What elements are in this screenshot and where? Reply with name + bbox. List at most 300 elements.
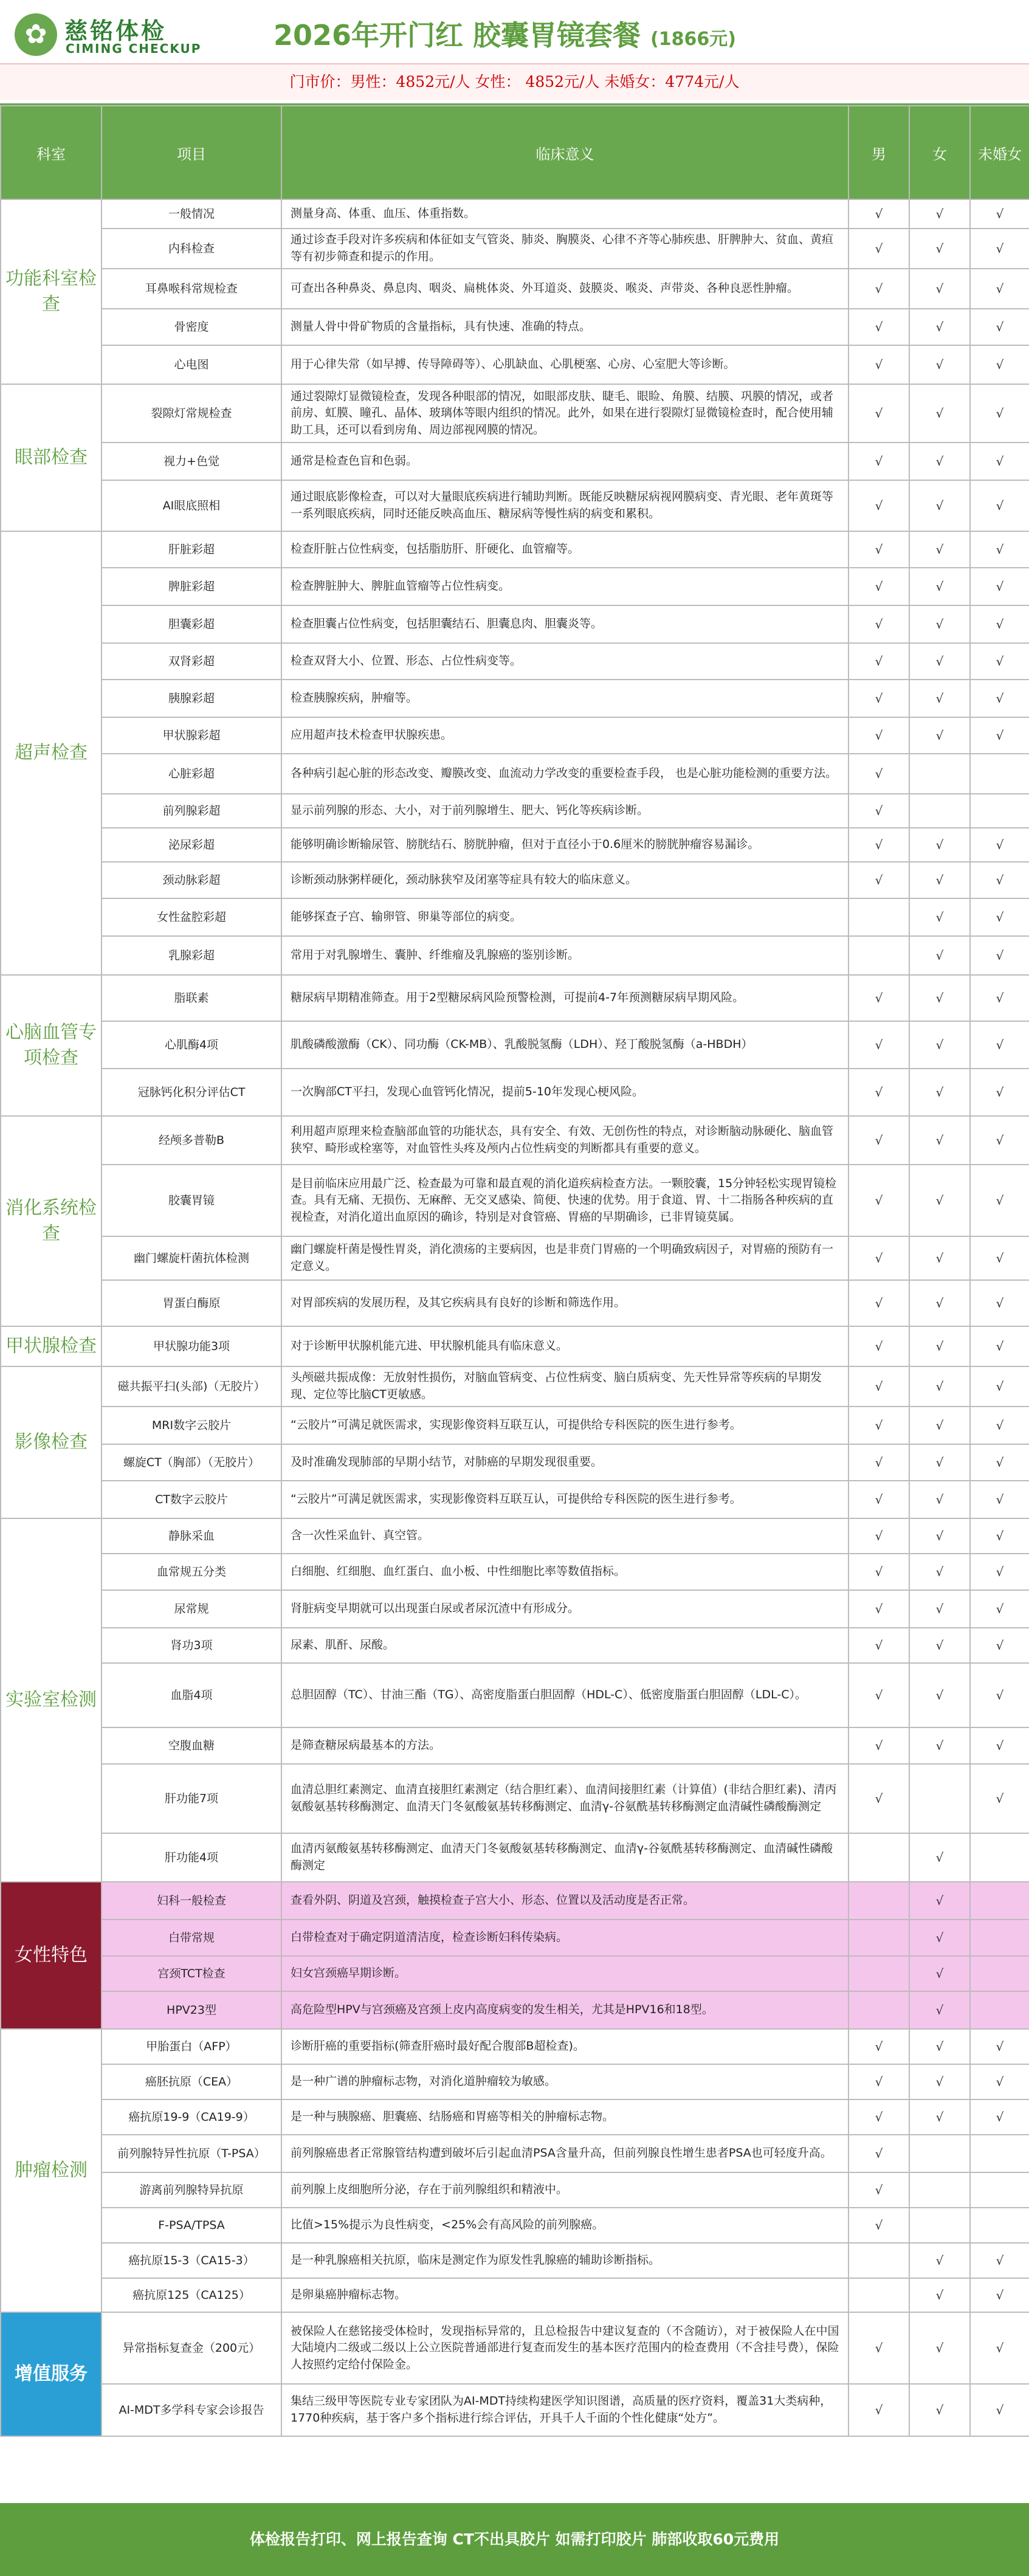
check-cell-m: √ [848,754,909,794]
desc-cell: 对胃部疾病的发展历程，及其它疾病具有良好的诊断和筛选作用。 [281,1280,848,1326]
check-cell-m: √ [848,2312,909,2384]
check-cell-u: √ [970,1518,1029,1554]
item-cell: 空腹血糖 [102,1727,281,1764]
check-cell-f: √ [909,1956,970,1991]
desc-cell: 肌酸磷酸激酶（CK）、同功酶（CK-MB）、乳酸脱氢酶（LDH）、羟丁酸脱氢酶（a-HBDH） [281,1021,848,1069]
desc-cell: 头颅磁共振成像：无放射性损伤，对脑血管病变、占位性病变、脑白质病变、先天性异常等疾病的早期发现、定位等比脑CT更敏感。 [281,1366,848,1407]
check-cell-m: √ [848,269,909,309]
dept-cell: 肿瘤检测 [1,2029,102,2312]
check-cell-f: √ [909,2029,970,2064]
dept-cell: 影像检查 [1,1366,102,1518]
col-desc: 临床意义 [281,106,848,199]
table-row [1,1833,1029,1882]
check-cell-u: √ [970,605,1029,643]
check-cell-f: √ [909,1554,970,1590]
check-cell-m [848,1956,909,1991]
check-cell-f [909,2135,970,2172]
item-cell: 磁共振平扫(头部)（无胶片） [102,1366,281,1407]
table-row [1,1069,1029,1116]
desc-cell: 可查出各种鼻炎、鼻息肉、咽炎、扁桃体炎、外耳道炎、鼓膜炎、喉炎、声带炎、各种良恶性肿瘤。 [281,269,848,309]
check-cell-u: √ [970,2099,1029,2135]
item-cell: 甲状腺功能3项 [102,1326,281,1366]
item-cell: 尿常规 [102,1590,281,1628]
check-cell-u: √ [970,1236,1029,1280]
desc-cell: 通过眼底影像检查，可以对大量眼底疾病进行辅助判断。既能反映糖尿病视网膜病变、青光眼、老年黄斑等一系列眼底疾病，同时还能反映高血压、糖尿病等慢性病的病变和累积。 [281,480,848,531]
check-cell-f: √ [909,2384,970,2436]
check-cell-m: √ [848,1021,909,1069]
check-cell-u: √ [970,2029,1029,2064]
check-cell-f: √ [909,680,970,717]
check-cell-m: √ [848,2384,909,2436]
check-cell-u: √ [970,2312,1029,2384]
check-cell-u: √ [970,309,1029,345]
check-cell-f: √ [909,1590,970,1628]
table-row [1,975,1029,1021]
desc-cell: 含一次性采血针、真空管。 [281,1518,848,1554]
desc-cell: 查看外阴、阴道及宫颈，触摸检查子宫大小、形态、位置以及活动度是否正常。 [281,1882,848,1920]
check-cell-u: √ [970,1590,1029,1628]
check-cell-u: √ [970,1116,1029,1165]
item-cell: 游离前列腺特异抗原 [102,2172,281,2208]
check-cell-f: √ [909,2099,970,2135]
desc-cell: 白细胞、红细胞、血红蛋白、血小板、中性细胞比率等数值指标。 [281,1554,848,1590]
package-table [0,105,1029,2437]
check-cell-f: √ [909,531,970,568]
check-cell-f [909,754,970,794]
table-row [1,1590,1029,1628]
check-cell-m: √ [848,1727,909,1764]
table-row [1,2384,1029,2436]
logo-cn: 慈铭体检 [64,18,167,44]
check-cell-u: √ [970,384,1029,443]
col-male: 男 [848,106,909,199]
check-cell-f: √ [909,480,970,531]
check-cell-f: √ [909,1021,970,1069]
check-cell-u: √ [970,1628,1029,1663]
check-cell-m: √ [848,199,909,229]
desc-cell: 测量人骨中骨矿物质的含量指标，具有快速、准确的特点。 [281,309,848,345]
item-cell: 妇科一般检查 [102,1882,281,1920]
table-row [1,1554,1029,1590]
check-cell-f: √ [909,229,970,269]
table-row [1,199,1029,229]
desc-cell: 前列腺上皮细胞所分泌，存在于前列腺组织和精液中。 [281,2172,848,2208]
item-cell: 裂隙灯常规检查 [102,384,281,443]
table-row [1,384,1029,443]
table-row [1,1326,1029,1366]
retail-price-bar: 门市价：男性：4852元/人 女性： 4852元/人 未婚女：4774元/人 [0,63,1029,100]
desc-cell: 是一种乳腺癌相关抗原，临床是测定作为原发性乳腺癌的辅助诊断指标。 [281,2243,848,2278]
check-cell-m: √ [848,1165,909,1236]
item-cell: 胶囊胃镜 [102,1165,281,1236]
table-row [1,309,1029,345]
desc-cell: 常用于对乳腺增生、囊肿、纤维瘤及乳腺癌的鉴别诊断。 [281,936,848,975]
check-cell-u [970,2208,1029,2243]
check-cell-m: √ [848,828,909,862]
check-cell-u: √ [970,531,1029,568]
table-row [1,1628,1029,1663]
check-cell-u: √ [970,717,1029,754]
desc-cell: 高危险型HPV与宫颈癌及宫颈上皮内高度病变的发生相关，尤其是HPV16和18型。 [281,1991,848,2029]
item-cell: 骨密度 [102,309,281,345]
check-cell-u [970,2135,1029,2172]
check-cell-f: √ [909,1833,970,1882]
check-cell-u [970,1882,1029,1920]
desc-cell: 用于心律失常（如早搏、传导障碍等）、心肌缺血、心肌梗塞、心房、心室肥大等诊断。 [281,345,848,384]
check-cell-m: √ [848,229,909,269]
table-row [1,2312,1029,2384]
table-row [1,862,1029,898]
dept-cell: 超声检查 [1,531,102,975]
item-cell: 静脉采血 [102,1518,281,1554]
check-cell-f: √ [909,443,970,480]
check-cell-m: √ [848,1554,909,1590]
logo-leaf-icon: ✿ [15,13,57,56]
table-row [1,229,1029,269]
desc-cell: 被保险人在慈铭接受体检时，发现指标异常的，且总检报告中建议复查的（不含随访），对于被保险人在中国大陆境内二级或二级以上公立医院普通部进行复查而发生的基本医疗范围内的检查费用（不含挂号费），保险人按照约定给付保险金。 [281,2312,848,2384]
check-cell-f: √ [909,1165,970,1236]
item-cell: 异常指标复查金（200元） [102,2312,281,2384]
table-row [1,680,1029,717]
table-row [1,754,1029,794]
item-cell: 肝功能4项 [102,1833,281,1882]
check-cell-m: √ [848,605,909,643]
check-cell-m: √ [848,1407,909,1444]
item-cell: 冠脉钙化积分评估CT [102,1069,281,1116]
check-cell-f: √ [909,1444,970,1481]
item-cell: 脾脏彩超 [102,568,281,605]
check-cell-m: √ [848,480,909,531]
table-row [1,1481,1029,1518]
check-cell-u: √ [970,199,1029,229]
item-cell: 肾功3项 [102,1628,281,1663]
desc-cell: 显示前列腺的形态、大小，对于前列腺增生、肥大、钙化等疾病诊断。 [281,794,848,828]
item-cell: 脂联素 [102,975,281,1021]
table-row [1,605,1029,643]
table-row [1,1366,1029,1407]
dept-cell: 女性特色 [1,1882,102,2029]
item-cell: 宫颈TCT检查 [102,1956,281,1991]
check-cell-u: √ [970,568,1029,605]
table-row [1,443,1029,480]
desc-cell: 是目前临床应用最广泛、检查最为可靠和最直观的消化道疾病检查方法。一颗胶囊，15分钟轻松实现胃镜检查。具有无痛、无损伤、无麻醉、无交叉感染、简便、快速的优势。用于食道、胃、十二指肠各种疾病的直视检查，对消化道出血原因的确诊，特别是对食管癌、胃癌的早期确诊，已非胃镜莫属。 [281,1165,848,1236]
dept-cell: 消化系统检查 [1,1116,102,1326]
check-cell-f: √ [909,1518,970,1554]
col-item: 项目 [102,106,281,199]
table-row [1,2064,1029,2099]
desc-cell: 通过诊查手段对许多疾病和体征如支气管炎、肺炎、胸膜炎、心律不齐等心肺疾患、肝脾肿大、贫血、黄疸等有初步筛查和提示的作用。 [281,229,848,269]
table-row [1,794,1029,828]
desc-cell: 诊断肝癌的重要指标(筛查肝癌时最好配合腹部B超检查)。 [281,2029,848,2064]
item-cell: 胰腺彩超 [102,680,281,717]
check-cell-f: √ [909,1663,970,1727]
title-main: 2026年开门红 胶囊胃镜套餐 [274,19,641,52]
desc-cell: “云胶片”可满足就医需求，实现影像资料互联互认，可提供给专科医院的医生进行参考。 [281,1407,848,1444]
check-cell-f: √ [909,309,970,345]
item-cell: 女性盆腔彩超 [102,898,281,936]
desc-cell: 血清丙氨酸氨基转移酶测定、血清天门冬氨酸氨基转移酶测定、血清γ-谷氨酰基转移酶测定、血清碱性磷酸酶测定 [281,1833,848,1882]
check-cell-u: √ [970,898,1029,936]
desc-cell: 是卵巢癌肿瘤标志物。 [281,2278,848,2312]
desc-cell: 幽门螺旋杆菌是慢性胃炎，消化溃疡的主要病因，也是非贲门胃癌的一个明确致病因子，对胃癌的预防有一定意义。 [281,1236,848,1280]
check-cell-m [848,2278,909,2312]
desc-cell: 妇女宫颈癌早期诊断。 [281,1956,848,1991]
check-cell-u: √ [970,936,1029,975]
check-cell-m: √ [848,1663,909,1727]
item-cell: 视力+色觉 [102,443,281,480]
check-cell-u: √ [970,680,1029,717]
check-cell-m: √ [848,717,909,754]
check-cell-u: √ [970,229,1029,269]
item-cell: 肝功能7项 [102,1764,281,1833]
check-cell-f: √ [909,2278,970,2312]
check-cell-u: √ [970,480,1029,531]
check-cell-m [848,2243,909,2278]
table-row [1,2278,1029,2312]
check-cell-f [909,1764,970,1833]
check-cell-f: √ [909,199,970,229]
check-cell-m: √ [848,1628,909,1663]
item-cell: 心脏彩超 [102,754,281,794]
item-cell: AI眼底照相 [102,480,281,531]
check-cell-f: √ [909,717,970,754]
table-row [1,1444,1029,1481]
check-cell-u: √ [970,862,1029,898]
check-cell-f: √ [909,898,970,936]
table-row [1,1956,1029,1991]
desc-cell: 检查脾脏肿大、脾脏血管瘤等占位性病变。 [281,568,848,605]
check-cell-f: √ [909,384,970,443]
check-cell-m: √ [848,643,909,680]
col-female: 女 [909,106,970,199]
check-cell-f: √ [909,828,970,862]
check-cell-f: √ [909,2243,970,2278]
check-cell-u [970,1920,1029,1956]
desc-cell: 肾脏病变早期就可以出现蛋白尿或者尿沉渣中有形成分。 [281,1590,848,1628]
check-cell-m: √ [848,443,909,480]
check-cell-u [970,754,1029,794]
table-row [1,2029,1029,2064]
table-row [1,269,1029,309]
desc-cell: 血清总胆红素测定、血清直接胆红素测定（结合胆红素）、血清间接胆红素（计算值）(非结合胆红素)、清丙氨酸氨基转移酶测定、血清天门冬氨酸氨基转移酶测定、血清γ-谷氨酰基转移酶测定血清碱性磷酸酶测定 [281,1764,848,1833]
check-cell-f: √ [909,269,970,309]
desc-cell: 对于诊断甲状腺机能亢进、甲状腺机能具有临床意义。 [281,1326,848,1366]
desc-cell: 通过裂隙灯显微镜检查，发现各种眼部的情况，如眼部皮肤、睫毛、眼睑、角膜、结膜、巩膜的情况，或者前房、虹膜、瞳孔、晶体、玻璃体等眼内组织的情况。此外，如果在进行裂隙灯显微镜检查时，配合使用辅助工具，还可以看到房角、周边部视网膜的情况。 [281,384,848,443]
check-cell-u: √ [970,2384,1029,2436]
table-row [1,2208,1029,2243]
check-cell-f: √ [909,1727,970,1764]
desc-cell: 及时准确发现肺部的早期小结节，对肺癌的早期发现很重要。 [281,1444,848,1481]
desc-cell: 检查胆囊占位性病变，包括胆囊结石、胆囊息肉、胆囊炎等。 [281,605,848,643]
footer-note: 体检报告打印、网上报告查询 CT不出具胶片 如需打印胶片 肺部收取60元费用 [0,2503,1029,2576]
item-cell: 耳鼻喉科常规检查 [102,269,281,309]
item-cell: 肝脏彩超 [102,531,281,568]
check-cell-f: √ [909,975,970,1021]
check-cell-f: √ [909,1407,970,1444]
item-cell: 甲胎蛋白（AFP） [102,2029,281,2064]
desc-cell: 检查胰腺疾病，肿瘤等。 [281,680,848,717]
desc-cell: 诊断颈动脉粥样硬化，颈动脉狭窄及闭塞等症具有较大的临床意义。 [281,862,848,898]
check-cell-m [848,1882,909,1920]
check-cell-m: √ [848,1280,909,1326]
item-cell: 心肌酶4项 [102,1021,281,1069]
check-cell-u: √ [970,1021,1029,1069]
check-cell-m [848,1991,909,2029]
check-cell-m: √ [848,384,909,443]
check-cell-u [970,1956,1029,1991]
desc-cell: 能够探查子宫、输卵管、卵巢等部位的病变。 [281,898,848,936]
desc-cell: 检查肝脏占位性病变，包括脂肪肝、肝硬化、血管瘤等。 [281,531,848,568]
item-cell: 血脂4项 [102,1663,281,1727]
desc-cell: 糖尿病早期精准筛查。用于2型糖尿病风险预警检测，可提前4-7年预测糖尿病早期风险。 [281,975,848,1021]
check-cell-m: √ [848,1518,909,1554]
table-row [1,717,1029,754]
check-cell-f: √ [909,1116,970,1165]
check-cell-u: √ [970,1165,1029,1236]
check-cell-f: √ [909,1236,970,1280]
table-row [1,1116,1029,1165]
desc-cell: 各种病引起心脏的形态改变、瓣膜改变、血流动力学改变的重要检查手段， 也是心脏功能检测的重要方法。 [281,754,848,794]
check-cell-f: √ [909,1920,970,1956]
item-cell: MRI数字云胶片 [102,1407,281,1444]
table-row [1,2135,1029,2172]
item-cell: AI-MDT多学科专家会诊报告 [102,2384,281,2436]
check-cell-u: √ [970,1326,1029,1366]
check-cell-m: √ [848,862,909,898]
table-row [1,1920,1029,1956]
check-cell-m: √ [848,794,909,828]
item-cell: 前列腺彩超 [102,794,281,828]
check-cell-u: √ [970,1727,1029,1764]
check-cell-m: √ [848,2172,909,2208]
header [0,0,1029,105]
check-cell-m [848,936,909,975]
check-cell-m: √ [848,2208,909,2243]
check-cell-f: √ [909,1366,970,1407]
check-cell-u: √ [970,1407,1029,1444]
desc-cell: 一次胸部CT平扫，发现心血管钙化情况，提前5-10年发现心梗风险。 [281,1069,848,1116]
item-cell: 双肾彩超 [102,643,281,680]
item-cell: 癌抗原19-9（CA19-9） [102,2099,281,2135]
desc-cell: 利用超声原理来检查脑部血管的功能状态，具有安全、有效、无创伤性的特点，对诊断脑动脉硬化、脑血管狭窄、畸形或栓塞等，对血管性头疼及颅内占位性病变的判断都具有重要的意义。 [281,1116,848,1165]
desc-cell: 检查双肾大小、位置、形态、占位性病变等。 [281,643,848,680]
table-row [1,936,1029,975]
check-cell-f: √ [909,1326,970,1366]
check-cell-u: √ [970,2064,1029,2099]
check-cell-f [909,794,970,828]
check-cell-m: √ [848,1764,909,1833]
check-cell-u: √ [970,345,1029,384]
desc-cell: 通常是检查色盲和色弱。 [281,443,848,480]
item-cell: 泌尿彩超 [102,828,281,862]
check-cell-f: √ [909,643,970,680]
check-cell-m: √ [848,975,909,1021]
check-cell-u: √ [970,1764,1029,1833]
table-row [1,828,1029,862]
table-row [1,531,1029,568]
dept-cell: 眼部检查 [1,384,102,531]
check-cell-f [909,2172,970,2208]
item-cell: 胃蛋白酶原 [102,1280,281,1326]
check-cell-m: √ [848,1236,909,1280]
desc-cell: 是筛查糖尿病最基本的方法。 [281,1727,848,1764]
col-dept: 科室 [1,106,102,199]
check-cell-u: √ [970,1444,1029,1481]
table-row [1,1407,1029,1444]
desc-cell: 比值>15%提示为良性病变，<25%会有高风险的前列腺癌。 [281,2208,848,2243]
item-cell: 前列腺特异性抗原（T-PSA） [102,2135,281,2172]
item-cell: CT数字云胶片 [102,1481,281,1518]
check-cell-f: √ [909,862,970,898]
check-cell-m: √ [848,1481,909,1518]
dept-cell: 增值服务 [1,2312,102,2436]
check-cell-m [848,1833,909,1882]
check-cell-u: √ [970,828,1029,862]
table-row [1,345,1029,384]
check-cell-f [909,2208,970,2243]
check-cell-f: √ [909,2312,970,2384]
check-cell-m: √ [848,1326,909,1366]
check-cell-f: √ [909,2064,970,2099]
desc-cell: 前列腺癌患者正常腺管结构遭到破坏后引起血清PSA含量升高，但前列腺良性增生患者PSA也可轻度升高。 [281,2135,848,2172]
check-cell-u: √ [970,1069,1029,1116]
check-cell-m: √ [848,531,909,568]
item-cell: 一般情况 [102,199,281,229]
item-cell: 甲状腺彩超 [102,717,281,754]
check-cell-m: √ [848,1590,909,1628]
check-cell-u: √ [970,2243,1029,2278]
item-cell: 内科检查 [102,229,281,269]
col-unmarried: 未婚女 [970,106,1029,199]
check-cell-m: √ [848,1069,909,1116]
table-row [1,1764,1029,1833]
check-cell-m [848,898,909,936]
check-cell-m: √ [848,345,909,384]
check-cell-f: √ [909,345,970,384]
dept-cell: 甲状腺检查 [1,1326,102,1366]
check-cell-m: √ [848,680,909,717]
check-cell-m: √ [848,309,909,345]
check-cell-f: √ [909,1991,970,2029]
check-cell-u [970,2172,1029,2208]
table-row [1,1236,1029,1280]
check-cell-m: √ [848,2064,909,2099]
table-row [1,1165,1029,1236]
check-cell-u [970,1991,1029,2029]
brand-logo [15,11,215,60]
item-cell: 癌抗原15-3（CA15-3） [102,2243,281,2278]
check-cell-m: √ [848,568,909,605]
desc-cell: 是一种广谱的肿瘤标志物，对消化道肿瘤较为敏感。 [281,2064,848,2099]
check-cell-f: √ [909,605,970,643]
check-cell-u [970,794,1029,828]
item-cell: 胆囊彩超 [102,605,281,643]
check-cell-f: √ [909,1882,970,1920]
item-cell: F-PSA/TPSA [102,2208,281,2243]
desc-cell: 白带检查对于确定阴道清洁度，检查诊断妇科传染病。 [281,1920,848,1956]
check-cell-m [848,1920,909,1956]
desc-cell: “云胶片”可满足就医需求，实现影像资料互联互认，可提供给专科医院的医生进行参考。 [281,1481,848,1518]
page-title [274,13,736,53]
check-cell-m: √ [848,1444,909,1481]
desc-cell: 是一种与胰腺癌、胆囊癌、结肠癌和胃癌等相关的肿瘤标志物。 [281,2099,848,2135]
check-cell-u: √ [970,643,1029,680]
item-cell: 白带常规 [102,1920,281,1956]
table-row [1,1727,1029,1764]
check-cell-u: √ [970,443,1029,480]
check-cell-u: √ [970,1481,1029,1518]
dept-cell: 实验室检测 [1,1518,102,1882]
